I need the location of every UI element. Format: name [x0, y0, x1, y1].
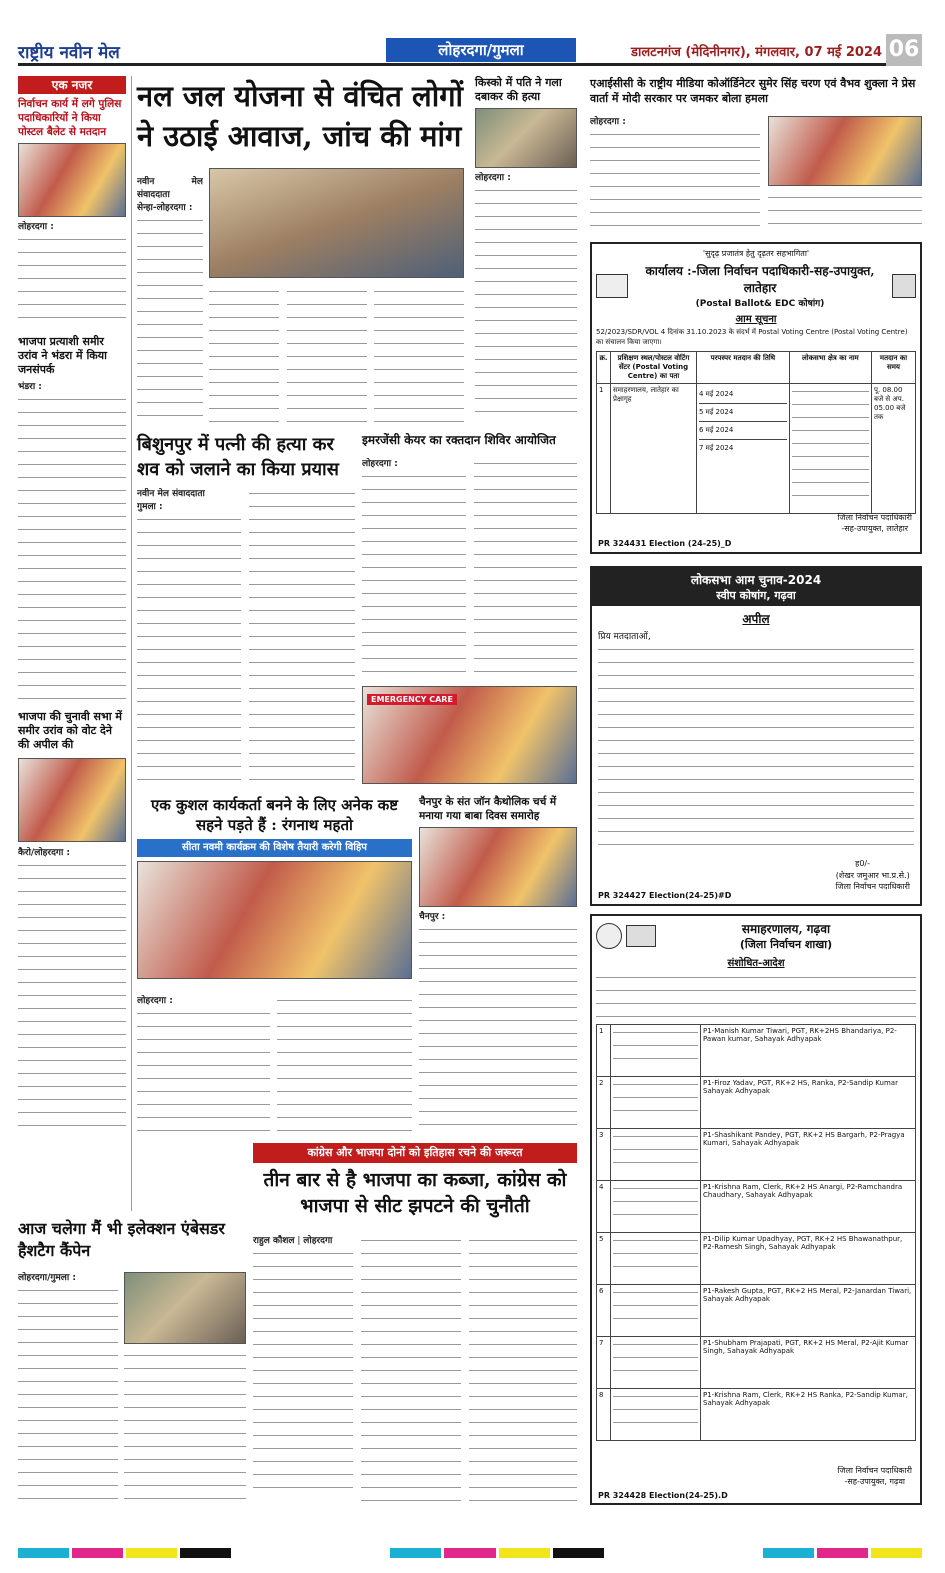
- left-story1-headline: निर्वाचन कार्य में लगे पुलिस पदाधिकारियों ने किया पोस्टल बैलेट से मतदान: [18, 98, 122, 138]
- notice3-cell: (जिला निर्वाचन शाखा): [739, 938, 833, 951]
- chainpur-story: [419, 795, 577, 1135]
- row-blank: [611, 1233, 701, 1285]
- row-blank: [611, 1025, 701, 1077]
- notice1-office: कार्यालय :-जिला निर्वाचन पदाधिकारी-सह-उपायुक्त, लातेहार: [645, 264, 875, 295]
- hashtag-body-col1: [18, 1285, 118, 1500]
- table-row: [597, 1389, 916, 1441]
- chainpur-headline: चैनपुर के संत जॉन कैथोलिक चर्च में मनाया गया बाबा दिवस समारोह: [419, 796, 557, 822]
- left-story1-body: [18, 234, 126, 330]
- ek-nazar-kicker: एक नजर: [18, 76, 126, 94]
- row-number: 3: [597, 1129, 611, 1181]
- lead-dateline: सेन्हा-लोहरदगा :: [137, 203, 193, 213]
- fourth-photo: [475, 108, 577, 168]
- paper-name: राष्ट्रीय नवीन मेल: [18, 43, 120, 63]
- fourth-story: [475, 76, 577, 426]
- row-names: P1-Krishna Ram, Clerk, RK+2 HS Anargi, P2-Ramchandra Chaudhary, Sahayak Adhyapak: [701, 1181, 916, 1233]
- notice1-body: 52/2023/SDR/VOL 4 दिनांक 31.10.2023 के संदर्भ में Postal Voting Centre (Postal Voting Centre) का संचालन किया जाएगा।: [596, 328, 908, 346]
- row-blank: [611, 1337, 701, 1389]
- lead-body-col4: [374, 286, 464, 426]
- table-row: [597, 1025, 916, 1077]
- timing-cell: पू. 08.00 बजे से अप. 05.00 बजे तक: [872, 384, 916, 514]
- notice2-sig-mark: ह0/-: [855, 859, 870, 868]
- dateline: डालटनगंज (मेदिनीनगर), मंगलवार, 07 मई 2024: [631, 45, 882, 60]
- karyakarta-subhead: सीता नवमी कार्यक्रम की विशेष तैयारी करेगी विहिप: [137, 839, 412, 857]
- notice2-signature-sub: जिला निर्वाचन पदाधिकारी: [835, 882, 910, 891]
- chainpur-body: [419, 924, 577, 1129]
- row-number: 1: [597, 1025, 611, 1077]
- blood-dateline: लोहरदगा :: [362, 459, 398, 469]
- notice2-signature: (शेखर जमुआर भा.प्र.से.): [835, 871, 910, 880]
- congress-body-col3: [469, 1235, 577, 1503]
- hashtag-photo: [124, 1272, 246, 1344]
- notice3-signature: जिला निर्वाचन पदाधिकारी: [837, 1466, 912, 1475]
- notice2-pr: PR 324427 Election(24-25)#D: [598, 891, 732, 900]
- notice2-appeal: अपील: [742, 612, 770, 626]
- congress-body-col2: [361, 1235, 461, 1503]
- row-names: P1-Krishna Ram, Clerk, RK+2 HS Ranka, P2-Sandip Kumar, Sahayak Adhyapak: [701, 1389, 916, 1441]
- karyakarta-photo: [137, 861, 412, 979]
- table-row: [597, 1337, 916, 1389]
- left-story2-headline: भाजपा प्रत्याशी समीर उरांव ने भंडरा में किया जनसंपर्क: [18, 335, 107, 376]
- row-number: 6: [597, 1285, 611, 1337]
- bishunpur-body-col1: [137, 514, 241, 784]
- lead-byline: नवीन मेल संवाददाता: [137, 177, 203, 200]
- aicc-photo: [768, 116, 922, 186]
- congress-story: कांग्रेस और भाजपा दोनों को इतिहास रचने की जरूरत तीन बार से है भाजपा का कब्जा, कांग्रेस को भाजपा से सीट झपटने की चुनौती राहुल कौशल | लोहरदगा: [253, 1143, 577, 1505]
- lead-body-col2: [209, 286, 279, 426]
- hashtag-dateline: लोहरदगा/गुमला :: [18, 1273, 76, 1283]
- left-story2-dateline: भंडरा :: [18, 382, 42, 392]
- ballot-box-icon: [626, 925, 656, 947]
- left-story1-dateline: लोहरदगा :: [18, 222, 54, 232]
- left-story2-body: [18, 394, 126, 704]
- lead-photo: [209, 168, 464, 278]
- bishunpur-dateline: गुमला :: [137, 502, 163, 512]
- row-names: P1-Shubham Prajapati, PGT, RK+2 HS Meral, P2-Ajit Kumar Singh, Sahayak Adhyapak: [701, 1337, 916, 1389]
- blood-camp-story: [362, 432, 577, 787]
- masthead: [18, 38, 922, 66]
- left-story3-photo: [18, 758, 126, 842]
- bishunpur-headline: बिशुनपुर में पत्नी की हत्या कर शव को जलाने का किया प्रयास: [137, 434, 339, 480]
- congress-dateline: लोहरदगा: [303, 1236, 333, 1246]
- bishunpur-body-col2: [249, 488, 355, 786]
- congress-body-col1: [253, 1248, 353, 1498]
- bishunpur-story: [137, 432, 355, 787]
- table-row: [597, 1181, 916, 1233]
- row-blank: [611, 1077, 701, 1129]
- notice2-greeting: प्रिय मतदाताओं,: [598, 632, 651, 642]
- dates-cell: 4 मई 2024 5 मई 2024 6 मई 2024 7 मई 2024: [697, 384, 790, 514]
- table-row: [597, 1129, 916, 1181]
- notice3-table: [596, 1024, 916, 1441]
- table-row: [597, 1077, 916, 1129]
- row-number: 8: [597, 1389, 611, 1441]
- karyakarta-body-col2: [277, 995, 412, 1133]
- table-cell: 1: [597, 384, 611, 514]
- fourth-headline: किस्को में पति ने गला दबाकर की हत्या: [475, 76, 562, 103]
- chainpur-dateline: चैनपुर :: [419, 912, 446, 922]
- row-blank: [611, 1389, 701, 1441]
- row-names: P1-Shashikant Pandey, PGT, RK+2 HS Bargarh, P2-Pragya Kumari, Sahayak Adhyapak: [701, 1129, 916, 1181]
- karyakarta-story: [137, 795, 412, 1135]
- notice1-pr: PR 324431 Election (24-25)_D: [598, 539, 732, 548]
- row-number: 7: [597, 1337, 611, 1389]
- notice-latehar: [590, 242, 922, 554]
- left-column: [18, 76, 126, 1211]
- aicc-body-2: [768, 192, 922, 234]
- row-names: P1-Firoz Yadav, PGT, RK+2 HS, Ranka, P2-Sandip Kumar Sahayak Adhyapak: [701, 1077, 916, 1129]
- hashtag-body-col2: [124, 1350, 246, 1500]
- row-names: P1-Dilip Kumar Upadhyay, PGT, RK+2 HS Bhawanathpur, P2-Ramesh Singh, Sahayak Adhyapak: [701, 1233, 916, 1285]
- lead-body-col3: [287, 286, 367, 426]
- karyakarta-body-col1: [137, 1008, 270, 1133]
- table-header: प्रशिक्षण स्थल/पोस्टल वोटिंग सेंटर (Postal Voting Centre) का पता: [611, 352, 697, 384]
- table-row: [597, 1285, 916, 1337]
- emblem-icon: [596, 274, 628, 298]
- notice3-signature-sub: -सह-उपायुक्त, गढ़वा: [844, 1477, 905, 1486]
- row-blank: [611, 1129, 701, 1181]
- notice3-body: [596, 972, 916, 1020]
- aicc-body: [590, 129, 760, 234]
- notice2-body: [598, 644, 914, 854]
- table-header: लोकसभा क्षेत्र का नाम: [789, 352, 871, 384]
- lead-story: [137, 76, 467, 426]
- hashtag-headline: आज चलेगा मैं भी इलेक्शन एंबेसडर हैशटैग कैंपेन: [18, 1219, 225, 1260]
- left-story3-dateline: कैरो/लोहरदगा :: [18, 848, 71, 858]
- aicc-dateline: लोहरदगा :: [590, 117, 626, 127]
- notice1-table: [596, 351, 916, 514]
- aicc-story: [590, 76, 922, 236]
- notice3-pr: PR 324428 Election(24-25).D: [598, 1491, 728, 1500]
- blood-headline: इमरजेंसी केयर का रक्तदान शिविर आयोजित: [362, 433, 556, 447]
- blood-body-col2: [474, 458, 577, 680]
- table-header: परपस्पर मतदान की तिथि: [697, 352, 790, 384]
- notice1-cell: (Postal Ballot& EDC कोषांग): [695, 299, 825, 309]
- fourth-body: [475, 185, 577, 415]
- section-tab: लोहरदगा/गुमला: [386, 38, 576, 62]
- lead-body-col1: [137, 215, 203, 425]
- left-story3-body: [18, 860, 126, 1135]
- left-story1-photo: [18, 143, 126, 217]
- left-story3-headline: भाजपा की चुनावी सभा में समीर उरांव को वोट देने की अपील की: [18, 710, 122, 751]
- page-number: 06: [886, 34, 922, 66]
- table-cell: [789, 384, 871, 514]
- chainpur-photo: [419, 827, 577, 907]
- table-row: [597, 1233, 916, 1285]
- notice-garhwa-appeal: [590, 566, 922, 906]
- notice-garhwa-order: [590, 914, 922, 1505]
- notice1-title: आम सूचना: [735, 314, 777, 325]
- notice1-tagline: 'सुदृढ़ प्रजातंत्र हेतु दृढ़तर सहभागिता': [702, 249, 810, 258]
- blood-camp-photo: [362, 686, 577, 784]
- notice1-signature-sub: -सह-उपायुक्त, लातेहार: [841, 524, 909, 533]
- row-number: 5: [597, 1233, 611, 1285]
- fourth-dateline: लोहरदगा :: [475, 173, 511, 183]
- row-blank: [611, 1285, 701, 1337]
- row-names: P1-Manish Kumar Tiwari, PGT, RK+2HS Bhandariya, P2-Pawan kumar, Sahayak Adhyapak: [701, 1025, 916, 1077]
- lead-headline: नल जल योजना से वंचित लोगों ने उठाई आवाज, जांच की मांग: [137, 79, 464, 153]
- emergency-care-banner: EMERGENCY CARE: [367, 694, 457, 705]
- congress-headline: तीन बार से है भाजपा का कब्जा, कांग्रेस को भाजपा से सीट झपटने की चुनौती: [263, 1169, 567, 1217]
- venue-cell: समाहरणालय, लातेहार का प्रेक्षागृह: [611, 384, 697, 514]
- row-blank: [611, 1181, 701, 1233]
- table-header: क्र.: [597, 352, 611, 384]
- notice3-title: संशोधित-आदेश: [727, 958, 785, 969]
- row-number: 4: [597, 1181, 611, 1233]
- notice3-office: समाहरणालय, गढ़वा: [741, 922, 831, 936]
- karyakarta-dateline: लोहरदगा :: [137, 996, 173, 1006]
- notice1-signature: जिला निर्वाचन पदाधिकारी: [837, 513, 912, 522]
- registration-bar: [18, 1548, 922, 1562]
- congress-byline: राहुल कौशल: [253, 1236, 295, 1246]
- emblem-icon: [596, 923, 622, 949]
- ballot-box-icon: [892, 274, 916, 298]
- congress-kicker: कांग्रेस और भाजपा दोनों को इतिहास रचने की जरूरत: [253, 1143, 577, 1163]
- notice2-sub: स्वीप कोषांग, गढ़वा: [716, 589, 796, 602]
- table-header: मतदान का समय: [872, 352, 916, 384]
- notice2-title: लोकसभा आम चुनाव-2024: [690, 573, 822, 587]
- row-names: P1-Rakesh Gupta, PGT, RK+2 HS Meral, P2-Janardan Tiwari, Sahayak Adhyapak: [701, 1285, 916, 1337]
- aicc-headline: एआईसीसी के राष्ट्रीय मीडिया कोऑर्डिनेटर सुमेर सिंह चरण एवं वैभव शुक्ला ने प्रेस वार्ता में मोदी सरकार पर जमकर बोला हमला: [590, 77, 916, 105]
- blood-body-col1: [362, 471, 466, 681]
- karyakarta-headline: एक कुशल कार्यकर्ता बनने के लिए अनेक कष्ट सहने पड़ते हैं : रंगनाथ महतो: [151, 796, 398, 834]
- row-number: 2: [597, 1077, 611, 1129]
- bishunpur-byline: नवीन मेल संवाददाता: [137, 489, 205, 499]
- hashtag-story: [18, 1218, 246, 1504]
